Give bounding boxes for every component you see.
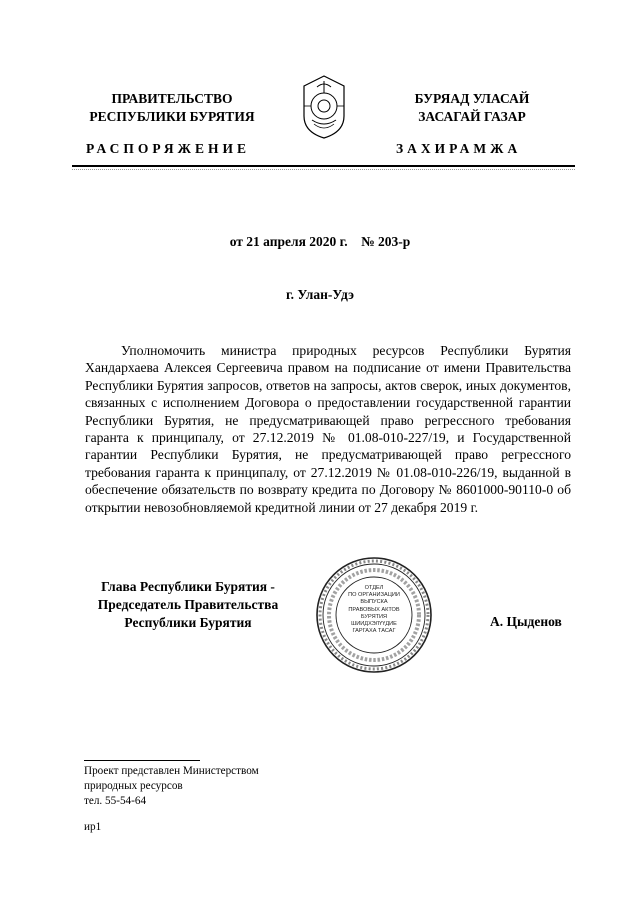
signatory-title: [72, 578, 304, 632]
footnote-block: [84, 764, 259, 809]
document-city: г. Улан-Удэ: [286, 287, 354, 302]
footnote-line3: тел. 55-54-64: [84, 795, 147, 807]
official-stamp: [314, 555, 434, 675]
header-left-line1: ПРАВИТЕЛЬСТВО: [111, 91, 233, 106]
coat-of-arms-emblem: [300, 72, 348, 140]
body-paragraph: Уполномочить министра природных ресурсов Республики Бурятия Хандархаева Алексея Сергеевича правом на подписание от имени Правительства Республики Бурятия запросов, ответов на запросы, актов сверок, иных документов, связанных с исполнением Договора о предоставлении государственной гарантии Республики Бурятия, не предусматривающей право регрессного требования гаранта к принципалу, от 27.12.2019 № 01.08-010-227/19, и Государственной гарантии Республики Бурятия, не предусматривающей право регрессного требования гаранта к принципалу, от 27.12.2019 № 01.08-010-226/19, выданной в обеспечение обязательств по возврату кредита по Договору № 8601000-90110-0 об открытии невозобновляемой кредитной линии от 27 декабря 2019 г.: [85, 343, 571, 515]
header-left-line2: РЕСПУБЛИКИ БУРЯТИЯ: [89, 109, 255, 124]
header-right-title: [372, 90, 572, 126]
document-body: [85, 342, 571, 516]
document-type-right: ЗАХИРАМЖА: [396, 141, 522, 156]
document-date-number: от 21 апреля 2020 г. № 203-р: [229, 234, 411, 249]
signatory-title-line2: Председатель Правительства: [97, 597, 279, 612]
header-right-line2: ЗАСАГАЙ ГАЗАР: [418, 109, 526, 124]
signatory-name: А. Цыденов: [490, 614, 562, 629]
header-divider-thin: [72, 169, 575, 171]
signatory-title-line3: Республики Бурятия: [124, 615, 252, 630]
signatory-title-line1: Глава Республики Бурятия -: [101, 579, 275, 594]
footnote-line2: природных ресурсов: [84, 780, 183, 792]
footnote-line1: Проект представлен Министерством: [84, 765, 259, 777]
document-type-left: РАСПОРЯЖЕНИЕ: [86, 141, 251, 156]
document-code: ир1: [84, 821, 102, 833]
footnote-divider: [84, 760, 200, 761]
header-right-line1: БУРЯАД УЛАСАЙ: [414, 91, 530, 106]
header-divider-thick: [72, 165, 575, 167]
header-left-title: [72, 90, 272, 126]
stamp-center-text: ОТДЕЛ ПО ОРГАНИЗАЦИИ ВЫПУСКА ПРАВОВЫХ АКТОВ БУРЯТИЯ ШИИДХЭЛҮҮДИЕ ГАРГАХА ТАСАГ: [348, 585, 400, 635]
